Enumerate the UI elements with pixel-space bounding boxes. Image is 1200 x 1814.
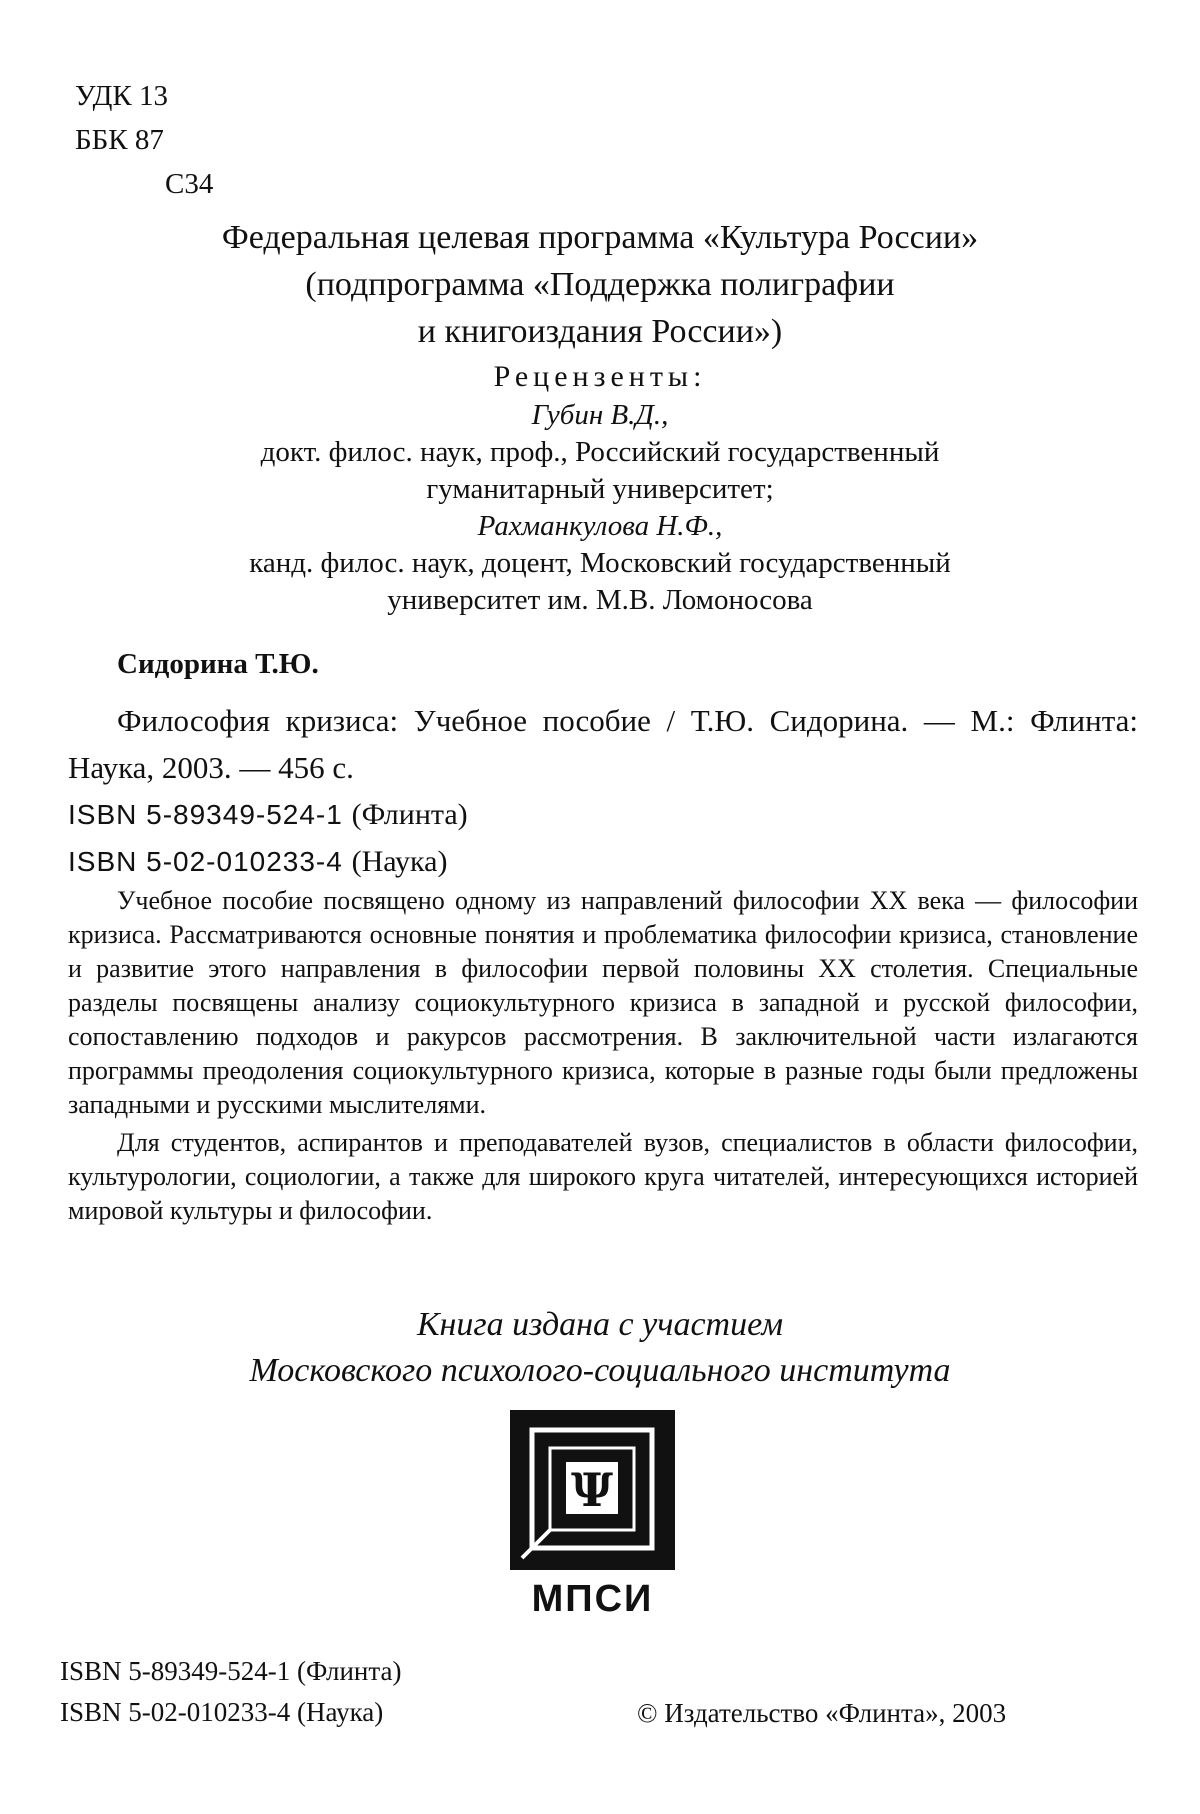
footer-isbn xyxy=(60,1651,401,1733)
isbn-nauka-publisher: (Наука) xyxy=(351,845,448,878)
psi-symbol: Ψ xyxy=(570,1463,614,1517)
participation-line-1: Книга издана с участием xyxy=(416,1306,784,1343)
bbk-code: ББК 87 xyxy=(75,124,164,156)
logo-text: МПСИ xyxy=(531,1578,654,1620)
udk-code: УДК 13 xyxy=(75,80,168,112)
reviewer-2-affiliation: университет им. М.В. Ломоносова xyxy=(387,584,813,616)
mpsi-logo-icon xyxy=(510,1410,675,1570)
isbn-flinta xyxy=(68,791,1138,838)
isbn-flinta-publisher: (Флинта) xyxy=(351,798,468,831)
author-name: Сидорина Т.Ю. xyxy=(117,648,319,680)
bibliographic-record xyxy=(68,697,1138,885)
footer-isbn-nauka: ISBN 5-02-010233-4 (Наука) xyxy=(60,1697,384,1727)
program-line-1: Федеральная целевая программа «Культура России» xyxy=(221,219,979,256)
annotation-paragraph-2: Для студентов, аспирантов и преподавателей вузов, специалистов в области философии, культурологии, социологии, а также для широкого круга читателей, интересующихся историей мировой культуры и философии. xyxy=(68,1128,1138,1225)
reviewer-1-name: Губин В.Д., xyxy=(531,399,669,431)
author-mark: С34 xyxy=(165,168,214,200)
classification-index xyxy=(75,74,213,206)
annotation xyxy=(68,884,1138,1232)
footer-isbn-flinta: ISBN 5-89349-524-1 (Флинта) xyxy=(60,1656,402,1686)
participation-line-2: Московского психолого-социального института xyxy=(249,1352,951,1389)
reviewers-block xyxy=(0,358,1200,619)
reviewers-heading: Рецензенты: xyxy=(493,360,707,393)
reviewer-2-name: Рахманкулова Н.Ф., xyxy=(477,510,723,542)
isbn-nauka-number: ISBN 5-02-010233-4 xyxy=(68,846,343,877)
bibliographic-description xyxy=(68,697,1138,791)
isbn-nauka xyxy=(68,838,1138,885)
federal-program xyxy=(0,214,1200,355)
reviewer-1-title: докт. филос. наук, проф., Российский государственный xyxy=(260,436,940,468)
program-line-2: (подпрограмма «Поддержка полиграфии xyxy=(305,266,895,303)
biblio-line-1: Философия кризиса: Учебное пособие / Т.Ю. Сидорина. — М.: xyxy=(117,703,1015,738)
biblio-line-2: Флинта: Наука, 2003. — 456 с. xyxy=(68,703,1138,785)
reviewer-2-title: канд. филос. наук, доцент, Московский государственный xyxy=(249,547,951,579)
isbn-flinta-number: ISBN 5-89349-524-1 xyxy=(68,799,343,830)
program-line-3: и книгоиздания России») xyxy=(417,313,783,350)
participation-note xyxy=(0,1302,1200,1394)
copyright-notice: © Издательство «Флинта», 2003 xyxy=(637,1698,1007,1728)
reviewer-1-affiliation: гуманитарный университет; xyxy=(426,473,774,505)
annotation-paragraph-1: Учебное пособие посвящено одному из направлений философии XX века — философии кризиса. Рассматриваются основные понятия и проблематика философии кризиса, становление и развитие этого направления в философии первой половины XX столетия. Специальные разделы посвящены анализу социокультурного кризиса в западной и русской философии, сопоставлению подходов и ракурсов рассмотрения. В заключительной части излагаются программы преодоления социокультурного кризиса, которые в разные годы были предложены западными и русскими мыслителями. xyxy=(68,886,1138,1119)
